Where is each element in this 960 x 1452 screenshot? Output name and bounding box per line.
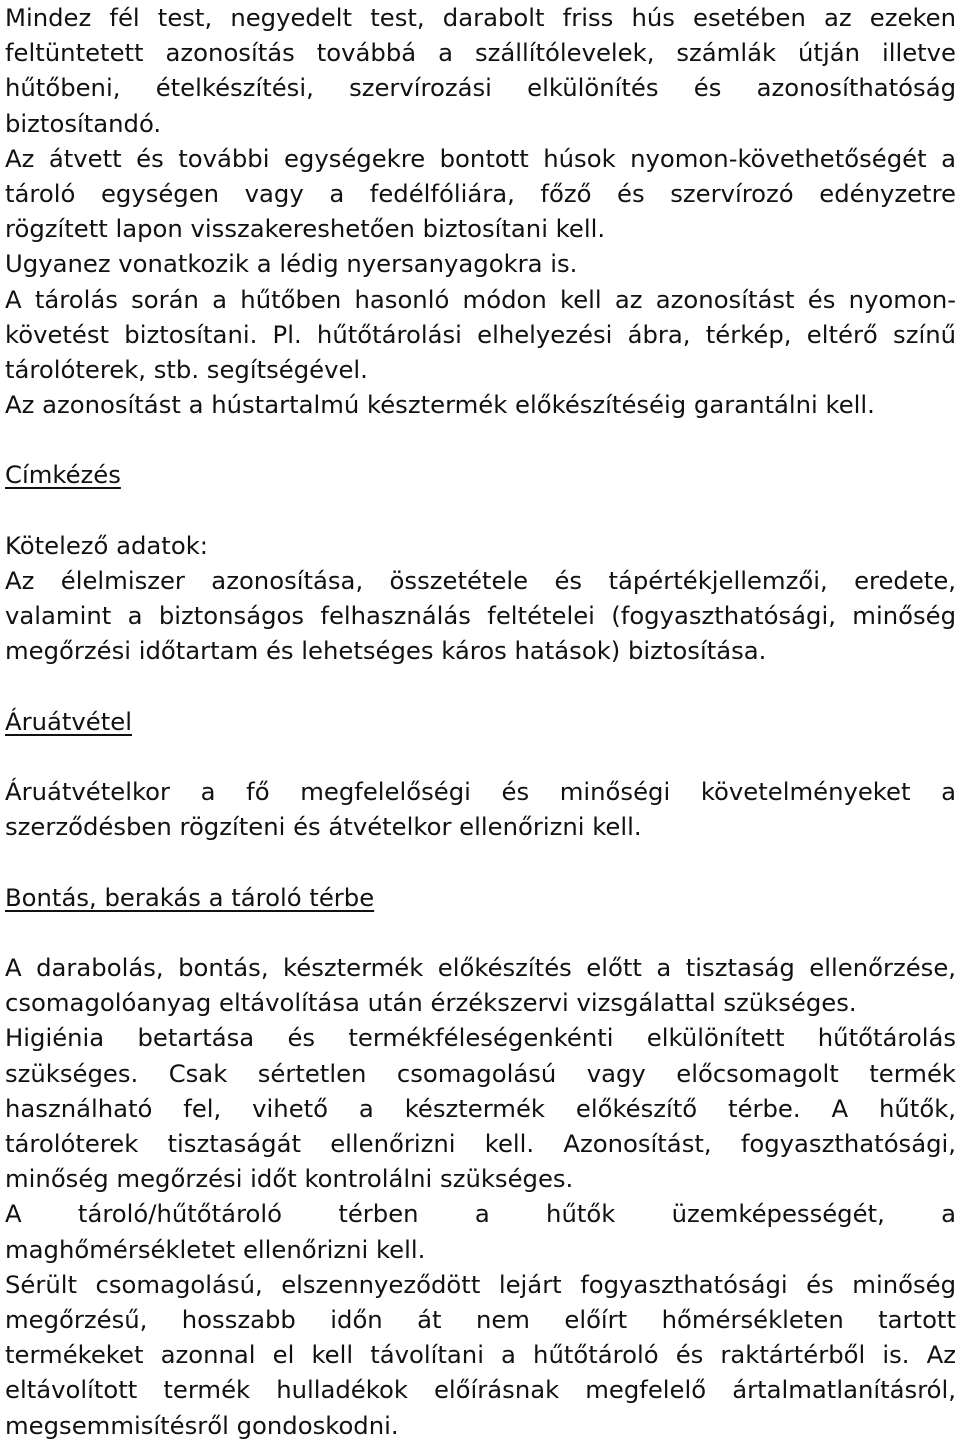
paragraph-storage bbox=[5, 282, 956, 388]
spacer bbox=[5, 669, 956, 704]
text-line: biztosítandó. bbox=[5, 108, 162, 138]
text-line: Áruátvételkor a fő megfelelőségi és minőségi követelményeket a bbox=[5, 777, 956, 807]
text-line: megsemmisítésről gondoskodni. bbox=[5, 1410, 399, 1440]
spacer bbox=[5, 915, 956, 950]
text-line: szerződésben rögzíteni és átvételkor ellenőrizni kell. bbox=[5, 812, 642, 842]
text-line: Az élelmiszer azonosítása, összetétele és tápértékjellemzői, eredete, bbox=[5, 566, 956, 595]
text-line: feltüntetett azonosítás továbbá a szállítólevelek, számlák útján illetve bbox=[5, 38, 956, 68]
heading-unpacking-storage: Bontás, berakás a tároló térbe bbox=[5, 882, 375, 912]
text-line: követést biztosítani. Pl. hűtőtárolási elhelyezési ábra, térkép, eltérő színű bbox=[5, 319, 956, 349]
spacer bbox=[5, 493, 956, 528]
paragraph-cooler-check bbox=[5, 1196, 956, 1266]
paragraph-identification bbox=[5, 0, 956, 141]
text-line: tárolóterek, stb. segítségével. bbox=[5, 354, 368, 384]
heading-labeling: Címkézés bbox=[5, 460, 121, 490]
text-line: valamint a biztonságos felhasználás feltételei (fogyaszthatósági, minőség bbox=[5, 601, 956, 631]
text-line: A tárolás során a hűtőben hasonló módon kell az azonosítást és nyomon- bbox=[5, 284, 956, 314]
text-line: csomagolóanyag eltávolítása után érzékszervi vizsgálattal szükséges. bbox=[5, 988, 857, 1018]
text-line: Az átvett és további egységekre bontott húsok nyomon-követhetőségét a bbox=[5, 143, 956, 173]
text-line: hűtőbeni, ételkészítési, szervírozási elkülönítés és azonosíthatóság bbox=[5, 73, 956, 103]
text-line: használható fel, vihető a késztermék előkészítő térbe. A hűtők, bbox=[5, 1093, 956, 1123]
text-line: szükséges. Csak sértetlen csomagolású vagy előcsomagolt termék bbox=[5, 1058, 956, 1088]
text-line: Higiénia betartása és termékféleségenkénti elkülönített hűtőtárolás bbox=[5, 1023, 956, 1053]
mandatory-data-label: Kötelező adatok: bbox=[5, 530, 208, 560]
spacer bbox=[5, 845, 956, 880]
paragraph-damaged-goods bbox=[5, 1267, 956, 1443]
heading-goods-receipt: Áruátvétel bbox=[5, 706, 132, 736]
paragraph-bulk-materials: Ugyanez vonatkozik a lédig nyersanyagokra is. bbox=[5, 249, 578, 279]
text-line: minőség megőrzési időt kontrolálni szükséges. bbox=[5, 1164, 574, 1194]
text-line: tárolóterek tisztaságát ellenőrizni kell. Azonosítást, fogyaszthatósági, bbox=[5, 1129, 956, 1158]
text-line: megőrzési időtartam és lehetséges káros hatások) biztosítása. bbox=[5, 636, 767, 666]
paragraph-goods-receipt bbox=[5, 774, 956, 844]
paragraph-mandatory-data bbox=[5, 563, 956, 669]
paragraph-traceability bbox=[5, 141, 956, 247]
spacer bbox=[5, 739, 956, 774]
text-line: termékeket azonnal el kell távolítani a hűtőtároló és raktártérből is. Az bbox=[5, 1340, 956, 1370]
document-page bbox=[5, 0, 956, 1443]
text-line: tároló egységen vagy a fedélfóliára, főző és szervírozó edényzetre bbox=[5, 178, 956, 208]
text-line: maghőmérsékletet ellenőrizni kell. bbox=[5, 1234, 426, 1264]
text-line: A tároló/hűtőtároló térben a hűtők üzemképességét, a bbox=[5, 1199, 956, 1229]
paragraph-guarantee: Az azonosítást a hústartalmú késztermék előkészítéséig garantálni kell. bbox=[5, 390, 875, 420]
text-line: A darabolás, bontás, késztermék előkészítés előtt a tisztaság ellenőrzése, bbox=[5, 953, 956, 983]
text-line: Mindez fél test, negyedelt test, darabolt friss hús esetében az ezeken bbox=[5, 3, 956, 32]
paragraph-hygiene bbox=[5, 1020, 956, 1196]
spacer bbox=[5, 422, 956, 457]
text-line: Sérült csomagolású, elszennyeződött lejárt fogyaszthatósági és minőség bbox=[5, 1269, 956, 1299]
text-line: rögzített lapon visszakereshetően biztosítani kell. bbox=[5, 214, 606, 244]
text-line: megőrzésű, hosszabb időn át nem előírt hőmérsékleten tartott bbox=[5, 1304, 956, 1334]
text-line: eltávolított termék hulladékok előírásnak megfelelő ártalmatlanításról, bbox=[5, 1375, 956, 1405]
paragraph-cleanliness-check bbox=[5, 950, 956, 1020]
